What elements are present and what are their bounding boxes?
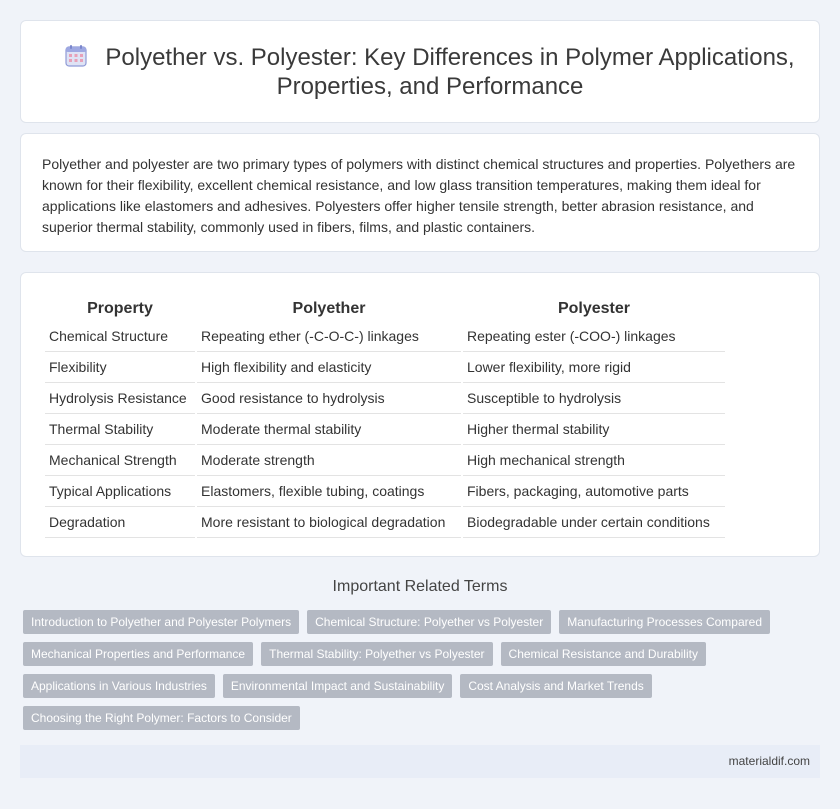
- table-cell: Good resistance to hydrolysis: [197, 383, 461, 414]
- related-term-link[interactable]: Chemical Structure: Polyether vs Polyester: [307, 610, 551, 634]
- header-property: Property: [87, 300, 153, 317]
- related-terms-list: [23, 610, 813, 730]
- table-cell: Degradation: [45, 507, 195, 538]
- table-cell: More resistant to biological degradation: [197, 507, 461, 538]
- table-cell: High flexibility and elasticity: [197, 352, 461, 383]
- related-terms-title: Important Related Terms: [332, 578, 508, 595]
- table-cell: Chemical Structure: [45, 321, 195, 352]
- related-term-link[interactable]: Environmental Impact and Sustainability: [223, 674, 452, 698]
- table-cell: Biodegradable under certain conditions: [463, 507, 725, 538]
- table-cell: Moderate thermal stability: [197, 414, 461, 445]
- table-cell: Thermal Stability: [45, 414, 195, 445]
- table-row: [45, 414, 725, 445]
- table-cell: Lower flexibility, more rigid: [463, 352, 725, 383]
- table-row: [45, 507, 725, 538]
- table-row: [45, 445, 725, 476]
- table-cell: Fibers, packaging, automotive parts: [463, 476, 725, 507]
- table-row: [45, 321, 725, 352]
- table-cell: Higher thermal stability: [463, 414, 725, 445]
- calendar-icon: [65, 45, 87, 67]
- related-term-link[interactable]: Manufacturing Processes Compared: [559, 610, 770, 634]
- header-card: [20, 20, 820, 123]
- related-term-link[interactable]: Thermal Stability: Polyether vs Polyester: [261, 642, 492, 666]
- footer-site-name: materialdif.com: [728, 754, 810, 768]
- table-row: [45, 383, 725, 414]
- related-term-link[interactable]: Cost Analysis and Market Trends: [460, 674, 651, 698]
- header-polyether: Polyether: [292, 300, 366, 317]
- table-cell: High mechanical strength: [463, 445, 725, 476]
- page-title: [61, 43, 799, 101]
- table-cell: Mechanical Strength: [45, 445, 195, 476]
- intro-card: [20, 133, 820, 252]
- related-term-link[interactable]: Introduction to Polyether and Polyester Polymers: [23, 610, 299, 634]
- table-cell: Repeating ether (-C-O-C-) linkages: [197, 321, 461, 352]
- comparison-card: [20, 272, 820, 557]
- title-wrap: [61, 43, 799, 101]
- comparison-table: [43, 295, 727, 538]
- table-row: [45, 476, 725, 507]
- table-cell: Typical Applications: [45, 476, 195, 507]
- related-term-link[interactable]: Chemical Resistance and Durability: [501, 642, 706, 666]
- footer: [20, 745, 820, 778]
- related-term-link[interactable]: Mechanical Properties and Performance: [23, 642, 253, 666]
- table-cell: Repeating ester (-COO-) linkages: [463, 321, 725, 352]
- table-cell: Elastomers, flexible tubing, coatings: [197, 476, 461, 507]
- page-title-text: Polyether vs. Polyester: Key Differences in Polymer Applications, Properties, and Performance: [105, 44, 795, 100]
- related-term-link[interactable]: Choosing the Right Polymer: Factors to Consider: [23, 706, 300, 730]
- table-cell: Flexibility: [45, 352, 195, 383]
- table-header-row: [45, 295, 725, 321]
- table-cell: Susceptible to hydrolysis: [463, 383, 725, 414]
- table-row: [45, 352, 725, 383]
- table-cell: Hydrolysis Resistance: [45, 383, 195, 414]
- intro-paragraph: Polyether and polyester are two primary types of polymers with distinct chemical structures and properties. Polyethers are known for their flexibility, excellent chemical resistance, and low glass transition temperatures, making them ideal for applications like elastomers and adhesives. Polyesters offer higher tensile strength, better abrasion resistance, and superior thermal stability, commonly used in fibers, films, and plastic containers.: [42, 156, 796, 235]
- header-polyester: Polyester: [557, 300, 631, 317]
- related-term-link[interactable]: Applications in Various Industries: [23, 674, 215, 698]
- table-cell: Moderate strength: [197, 445, 461, 476]
